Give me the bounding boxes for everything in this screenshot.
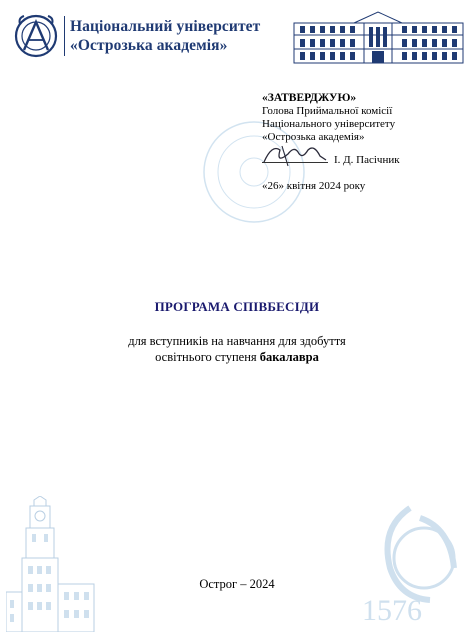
city-year: Острог – 2024 xyxy=(199,577,275,591)
tower-watermark-icon xyxy=(6,496,96,632)
approval-position-line-2: Національного університету xyxy=(262,118,396,130)
approver-name: І. Д. Пасічник xyxy=(334,154,400,166)
header-divider xyxy=(64,16,65,56)
university-name-line-1: Національний університет xyxy=(70,18,261,35)
approval-date: «26» квітня 2024 року xyxy=(262,180,366,192)
academy-building-icon xyxy=(292,9,465,64)
subtitle-line-2-text: освітнього ступеня xyxy=(155,350,260,364)
document-subtitle-line-1: для вступників на навчання для здобуття xyxy=(128,334,346,348)
approval-heading: «ЗАТВЕРДЖУЮ» xyxy=(262,92,357,104)
emblem-watermark-icon xyxy=(350,488,474,632)
handwritten-signature-icon xyxy=(258,140,330,168)
degree-level: бакалавра xyxy=(259,350,319,364)
university-logo-icon xyxy=(12,10,60,60)
document-title: ПРОГРАМА СПІВБЕСІДИ xyxy=(154,299,320,314)
university-name-line-2: «Острозька академія» xyxy=(70,37,228,54)
approval-position-line-3: «Острозька академія» xyxy=(262,131,365,143)
emblem-year: 1576 xyxy=(362,594,422,627)
approval-position-line-1: Голова Приймальної комісії xyxy=(262,105,393,117)
document-subtitle-line-2 xyxy=(0,350,474,365)
signature-line xyxy=(262,162,328,163)
